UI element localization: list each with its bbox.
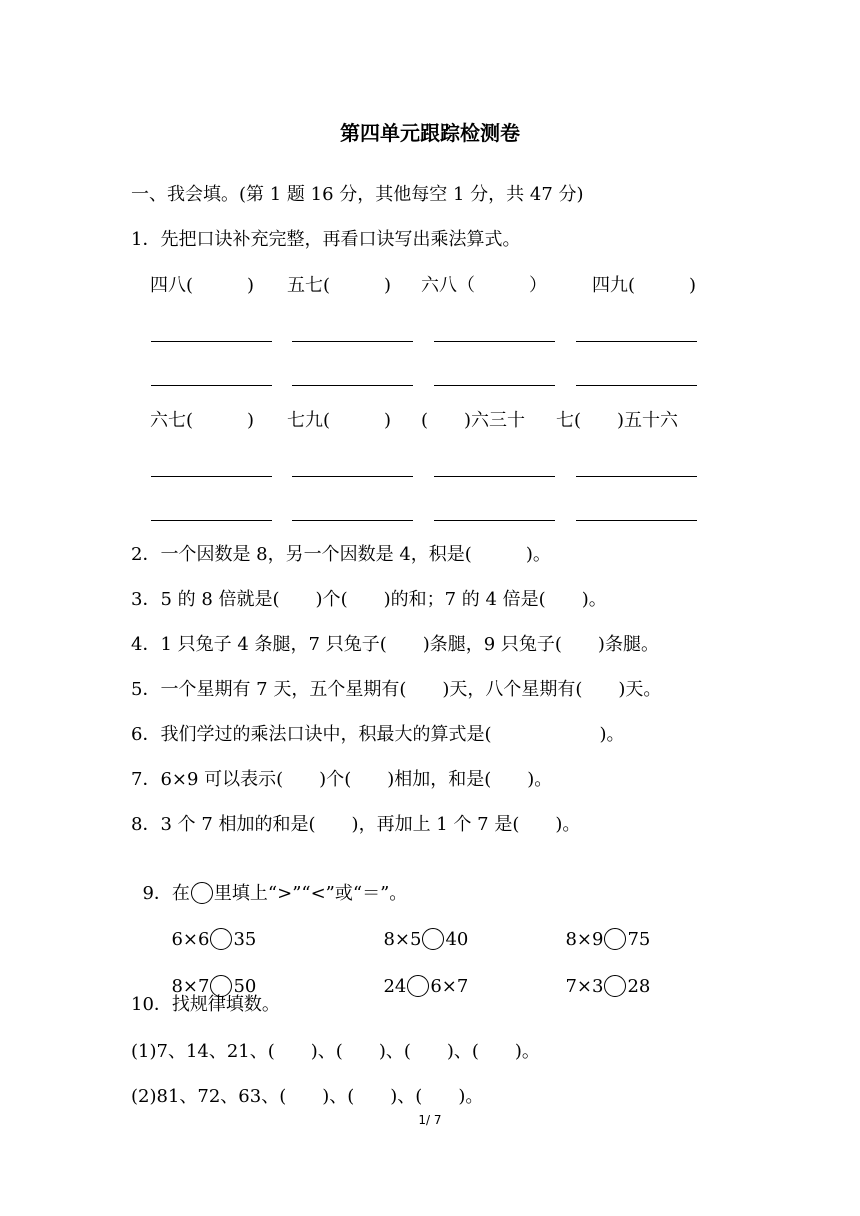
compare-item (160, 908, 256, 950)
q9-prefix: 9．在 (142, 883, 190, 904)
question-9-stem (131, 862, 407, 904)
answer-line (151, 476, 272, 477)
compare-left: 24 (383, 976, 407, 997)
q1-blank-3: 六八（ ） (421, 275, 547, 296)
compare-right: 6×7 (430, 976, 469, 997)
compare-item (372, 908, 468, 950)
q1-blank-1: 四八( ) (150, 275, 255, 296)
compare-left: 8×9 (565, 929, 604, 950)
q1-blank-8: 七( )五十六 (556, 410, 679, 431)
circle-blank-icon[interactable] (604, 975, 626, 997)
q1-blank-5: 六七( ) (150, 410, 255, 431)
compare-item (554, 955, 650, 997)
question-2: 2．一个因数是 8，另一个因数是 4，积是( )。 (131, 544, 551, 565)
compare-left: 7×3 (565, 976, 604, 997)
question-10-part-1: (1)7、14、21、( )、( )、( )、( )。 (131, 1041, 540, 1062)
compare-left: 8×7 (171, 976, 210, 997)
answer-line (434, 385, 555, 386)
q1-blank-2: 五七( ) (287, 275, 392, 296)
answer-line (151, 520, 272, 521)
answer-line (576, 476, 697, 477)
circle-blank-icon[interactable] (604, 928, 626, 950)
compare-item (554, 908, 650, 950)
answer-line (292, 341, 413, 342)
circle-blank-icon (191, 882, 213, 904)
compare-item (372, 955, 468, 997)
answer-line (434, 341, 555, 342)
question-8: 8．3 个 7 相加的和是( )，再加上 1 个 7 是( )。 (131, 814, 581, 835)
question-10-part-2: (2)81、72、63、( )、( )、( )。 (131, 1086, 484, 1107)
q1-blank-6: 七九( ) (287, 410, 392, 431)
answer-line (292, 385, 413, 386)
circle-blank-icon[interactable] (422, 928, 444, 950)
compare-right: 35 (233, 929, 257, 950)
q1-blank-4: 四九( ) (592, 275, 697, 296)
answer-line (576, 341, 697, 342)
answer-line (576, 520, 697, 521)
circle-blank-icon[interactable] (210, 928, 232, 950)
question-6: 6．我们学过的乘法口诀中，积最大的算式是( )。 (131, 724, 625, 745)
compare-item (160, 955, 256, 997)
question-10-stem: 10．找规律填数。 (131, 994, 280, 1015)
q1-blank-7: ( )六三十 (421, 410, 526, 431)
q9-suffix: 里填上“>”“<”或“＝”。 (213, 883, 408, 904)
question-5: 5．一个星期有 7 天，五个星期有( )天，八个星期有( )天。 (131, 679, 662, 700)
answer-line (151, 341, 272, 342)
answer-line (434, 520, 555, 521)
section-heading: 一、我会填。(第 1 题 16 分，其他每空 1 分，共 47 分) (131, 184, 584, 205)
compare-right: 75 (627, 929, 651, 950)
page-title: 第四单元跟踪检测卷 (340, 121, 520, 145)
compare-left: 6×6 (171, 929, 210, 950)
answer-line (576, 385, 697, 386)
answer-line (292, 520, 413, 521)
circle-blank-icon[interactable] (407, 975, 429, 997)
compare-right: 40 (445, 929, 469, 950)
question-7: 7．6×9 可以表示( )个( )相加，和是( )。 (131, 769, 553, 790)
page-number: 1/ 7 (418, 1113, 442, 1127)
answer-line (434, 476, 555, 477)
compare-left: 8×5 (383, 929, 422, 950)
compare-right: 28 (627, 976, 651, 997)
question-1-stem: 1．先把口诀补充完整，再看口诀写出乘法算式。 (131, 229, 521, 250)
question-3: 3．5 的 8 倍就是( )个( )的和；7 的 4 倍是( )。 (131, 589, 607, 610)
answer-line (151, 385, 272, 386)
compare-right: 50 (233, 976, 257, 997)
question-4: 4．1 只兔子 4 条腿，7 只兔子( )条腿，9 只兔子( )条腿。 (131, 634, 659, 655)
answer-line (292, 476, 413, 477)
